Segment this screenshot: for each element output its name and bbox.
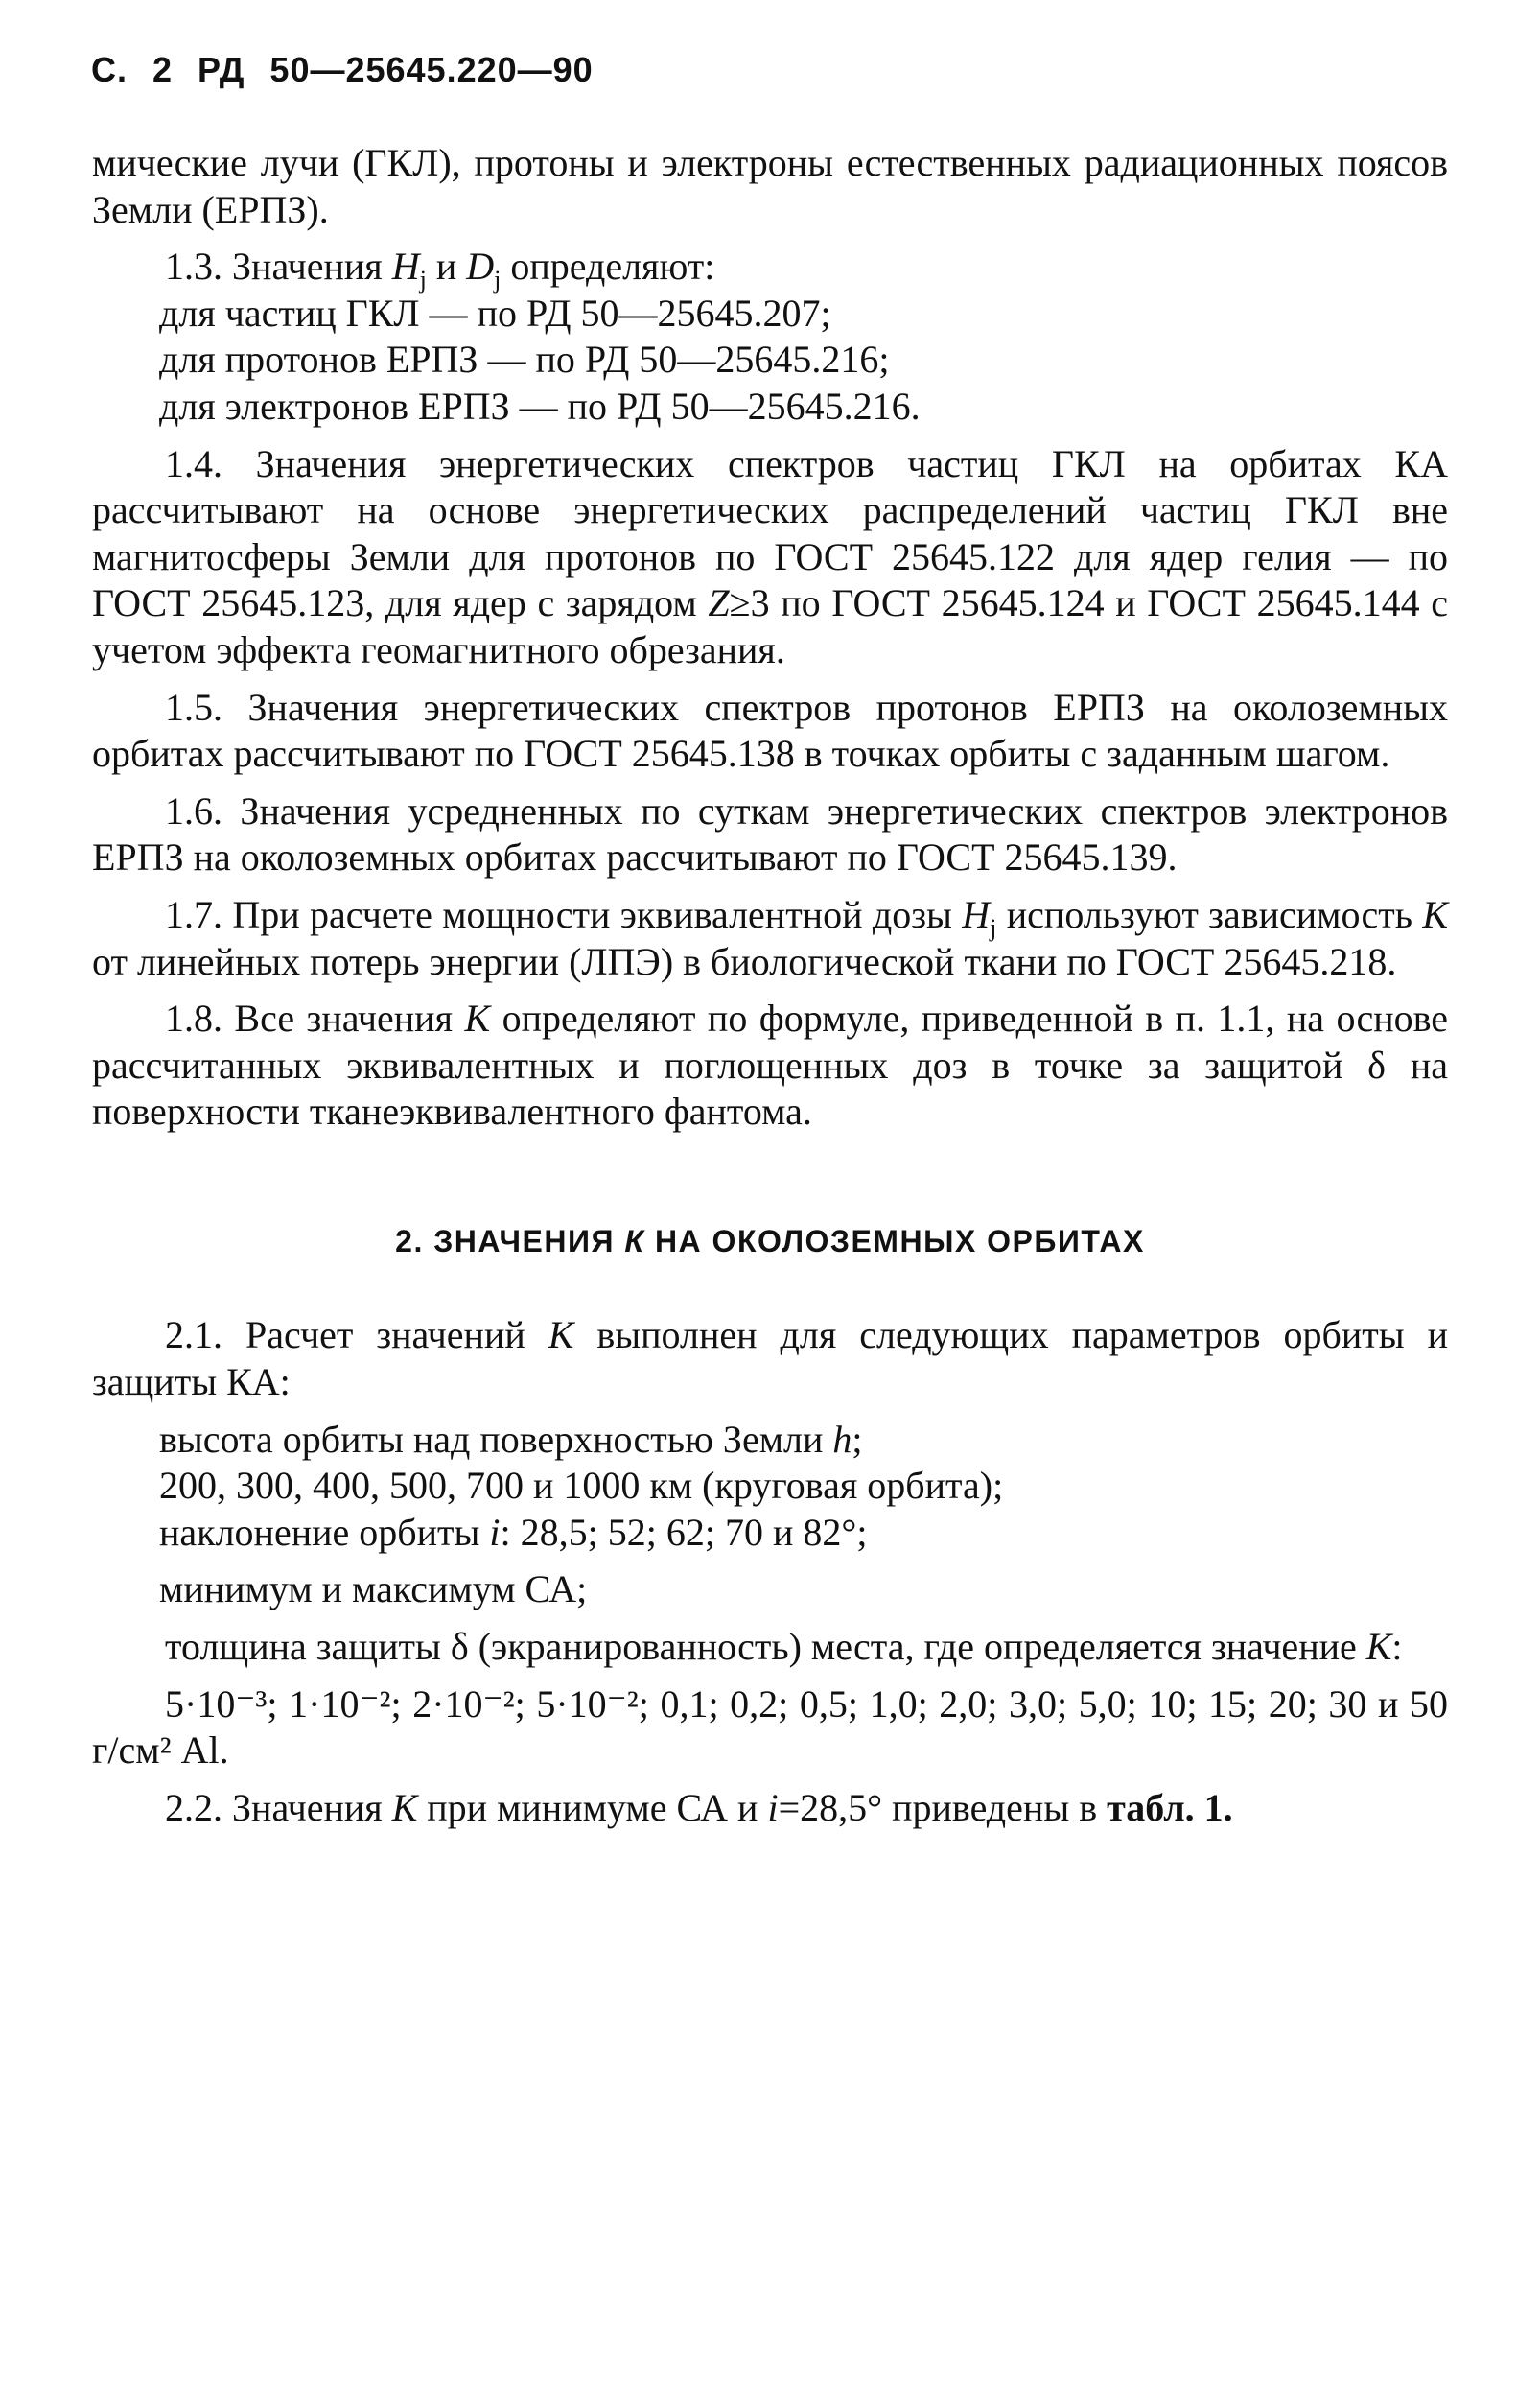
paragraph-1-3: 1.3. Значения $H_j$ и $D_j$ определяют: <box>165 245 715 294</box>
paragraph-continuation: мические лучи (ГКЛ), протоны и электроны естественных радиационных поясов Земли (ЕРПЗ). <box>92 141 1448 231</box>
page-body <box>92 140 1448 1831</box>
param-altitude-label: высота орбиты над поверхностью Земли h; <box>159 1417 863 1461</box>
paragraph-2-1: 2.1. Расчет значений К выполнен для следующих параметров орбиты и защиты КА: <box>92 1313 1449 1404</box>
param-solar-activity: минимум и максимум СА; <box>159 1567 588 1611</box>
param-shielding-label: толщина защиты δ (экранированность) места, где определяется значение К: <box>165 1625 1403 1669</box>
header-doc-number: 50—25645.220—90 <box>269 50 594 89</box>
header-page-number: 2 <box>152 50 174 89</box>
paragraph-2-2: 2.2. Значения К при минимуме СА и i=28,5° приведены в табл. 1. <box>165 1785 1233 1829</box>
paragraph-1-8: 1.8. Все значения K определяют по формуле, приведенной в п. 1.1, на основе рассчитанных эквивалентных и поглощенных доз в точке за защитой δ на поверхности тканеэквивалентного фантома. <box>92 997 1449 1134</box>
list-item-protons: для протонов ЕРПЗ — по РД 50—25645.216; <box>159 338 890 382</box>
header-doc-code: РД <box>198 50 245 89</box>
paragraph-1-5: 1.5. Значения энергетических спектров протонов ЕРПЗ на околоземных орбитах рассчитывают по ГОСТ 25645.138 в точках орбиты с заданным шагом. <box>92 685 1448 776</box>
param-shielding-values: 5·10⁻³; 1·10⁻²; 2·10⁻²; 5·10⁻²; 0,1; 0,2; 0,5; 1,0; 2,0; 3,0; 5,0; 10; 15; 20; 30 и 50 г/см² Al. <box>92 1681 1448 1773</box>
param-altitude-values: 200, 300, 400, 500, 700 и 1000 км (круговая орбита); <box>159 1464 1004 1508</box>
list-item-gkl: для частиц ГКЛ — по РД 50—25645.207; <box>159 291 831 335</box>
header-mark: С. <box>91 50 128 89</box>
table-reference: табл. 1. <box>1107 1785 1233 1829</box>
page-header <box>91 50 618 90</box>
section-2-title: 2. ЗНАЧЕНИЯ К НА ОКОЛОЗЕМНЫХ ОРБИТАХ <box>395 1223 1145 1258</box>
paragraph-1-6: 1.6. Значения усредненных по суткам энергетических спектров электронов ЕРПЗ на околоземных орбитах рассчитывают по ГОСТ 25645.139. <box>92 788 1448 880</box>
paragraph-1-4: 1.4. Значения энергетических спектров частиц ГКЛ на орбитах КА рассчитывают на основе энергетических распределений частиц ГКЛ вне магнитосферы Земли для протонов по ГОСТ 25645.122 для ядер гелия — по ГОСТ 25645.123, для ядер с зарядом Z≥3 по ГОСТ 25645.124 и ГОСТ 25645.144 с учетом эффекта геомагнитного обрезания. <box>92 441 1448 671</box>
paragraph-1-7: 1.7. При расчете мощности эквивалентной дозы $H_j$ используют зависимость K от линейных потерь энергии (ЛПЭ) в биологической ткани по ГОСТ 25645.218. <box>92 892 1449 983</box>
param-inclination: наклонение орбиты i: 28,5; 52; 62; 70 и 82°; <box>159 1510 868 1554</box>
list-item-electrons: для электронов ЕРПЗ — по РД 50—25645.216. <box>159 384 921 428</box>
